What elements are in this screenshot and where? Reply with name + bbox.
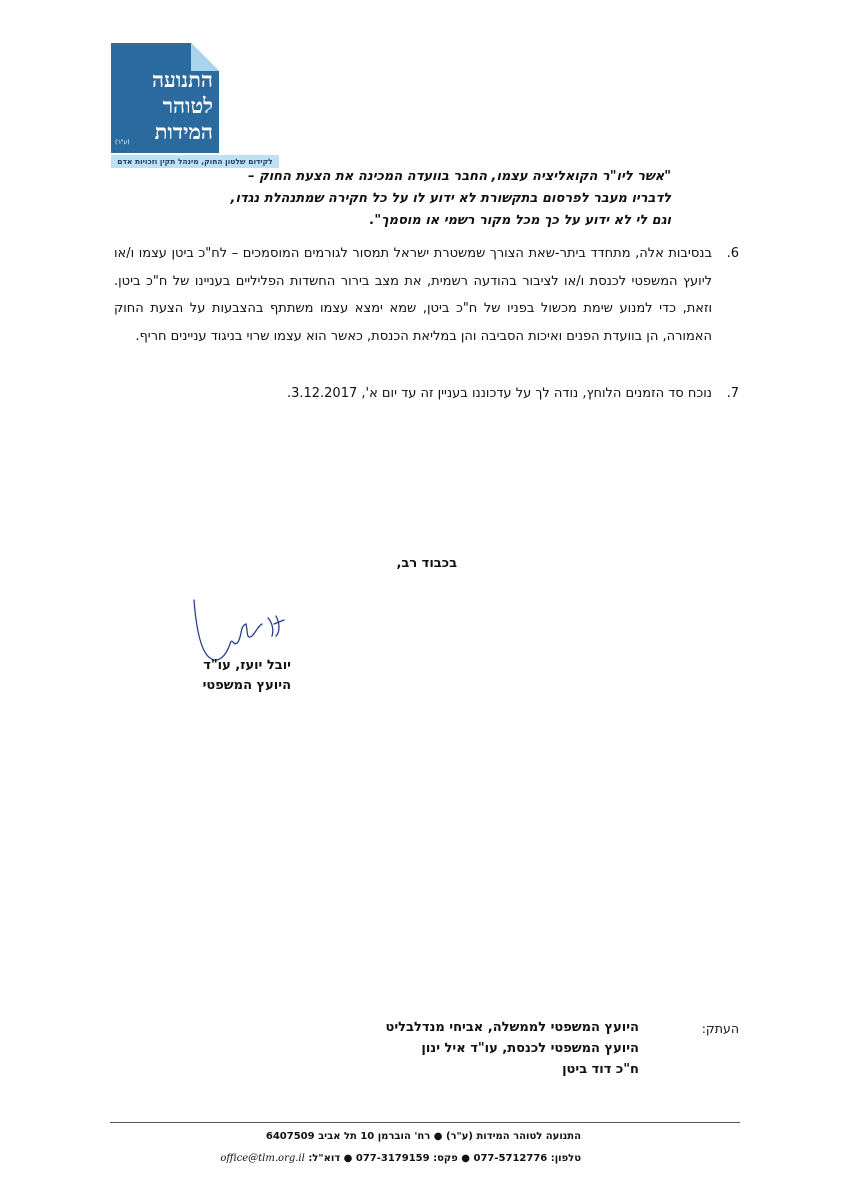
cc-recipient: היועץ המשפטי לממשלה, אביחי מנדלבליט [385, 1020, 639, 1035]
paragraph-6 [114, 240, 739, 350]
paragraph-text: נוכח סד הזמנים הלוחץ, נודה לך על עדכוננו בעניין זה עד יום א', 3.12.2017. [286, 386, 712, 401]
footer-contact: טלפון: 077-5712776 ● פקס: 077-3179159 ● דוא"ל: [308, 1153, 581, 1164]
footer [220, 1126, 581, 1170]
footer-email-link[interactable]: office@tlm.org.il [220, 1153, 305, 1164]
paragraph-number: 7. [726, 386, 739, 401]
signer-title: היועץ המשפטי [202, 678, 291, 693]
cc-recipients [386, 1017, 640, 1080]
paragraph-text: בנסיבות אלה, מתחדד ביתר-שאת הצורך שמשטרת ישראל תמסור לגורמים המוסמכים – לח"כ ביטן עצמו ו/או ליועץ המשפטי לכנסת ו/או לציבור בהודעה רשמית, את מצב בירור החשדות הפליליים בעניינו של ח"כ ביטן. וזאת, כדי למנוע שימת מכשול בפניו של ח"כ ביטן, שמא ימצא עצמו משתתף בהצבעות על הצעת החוק האמורה, הן בוועדת הפנים ואיכות הסביבה והן במליאת הכנסת, כאשר הוא עצמו שרוי בניגוד עניינים חריף. [114, 246, 712, 344]
logo-tagline: לקידום שלטון החוק, מינהל תקין וזכויות אדם [111, 155, 279, 168]
quoted-statement [111, 166, 671, 232]
logo-line-2: לטוהר [162, 93, 213, 118]
cc-recipient: היועץ המשפטי לכנסת, עו"ד איל ינון [421, 1041, 639, 1056]
quote-line: וגם לי לא ידוע על כך מכל מקור רשמי או מוסמך". [369, 213, 671, 228]
logo-registered: (ע"ר) [115, 139, 130, 146]
paragraph-7 [114, 380, 739, 408]
logo-line-3: המידות [154, 119, 213, 144]
footer-address: התנועה לטוהר המידות (ע"ר) ● רח' הוברמן 10 תל אביב 6407509 [265, 1131, 581, 1142]
footer-divider [110, 1122, 740, 1123]
signer-block [203, 656, 291, 696]
closing-salutation: בכבוד רב, [396, 556, 457, 571]
quote-line: לדבריו מעבר לפרסום בתקשורת לא ידוע לו על כל חקירה שמתנהלת נגדו, [230, 191, 671, 206]
paragraph-number: 6. [726, 246, 739, 261]
cc-label: העתק: [701, 1021, 739, 1036]
logo-line-1: התנועה [151, 67, 213, 92]
organization-logo [111, 43, 279, 168]
footer-contact-line [220, 1148, 581, 1170]
logo-corner-shade [191, 43, 219, 71]
signer-name: יובל יועז, עו"ד [203, 658, 291, 673]
quote-line: "אשר ליו"ר הקואליציה עצמו, החבר בוועדה המכינה את הצעת החוק – [248, 169, 671, 184]
cc-recipient: ח"כ דוד ביטן [562, 1062, 639, 1077]
